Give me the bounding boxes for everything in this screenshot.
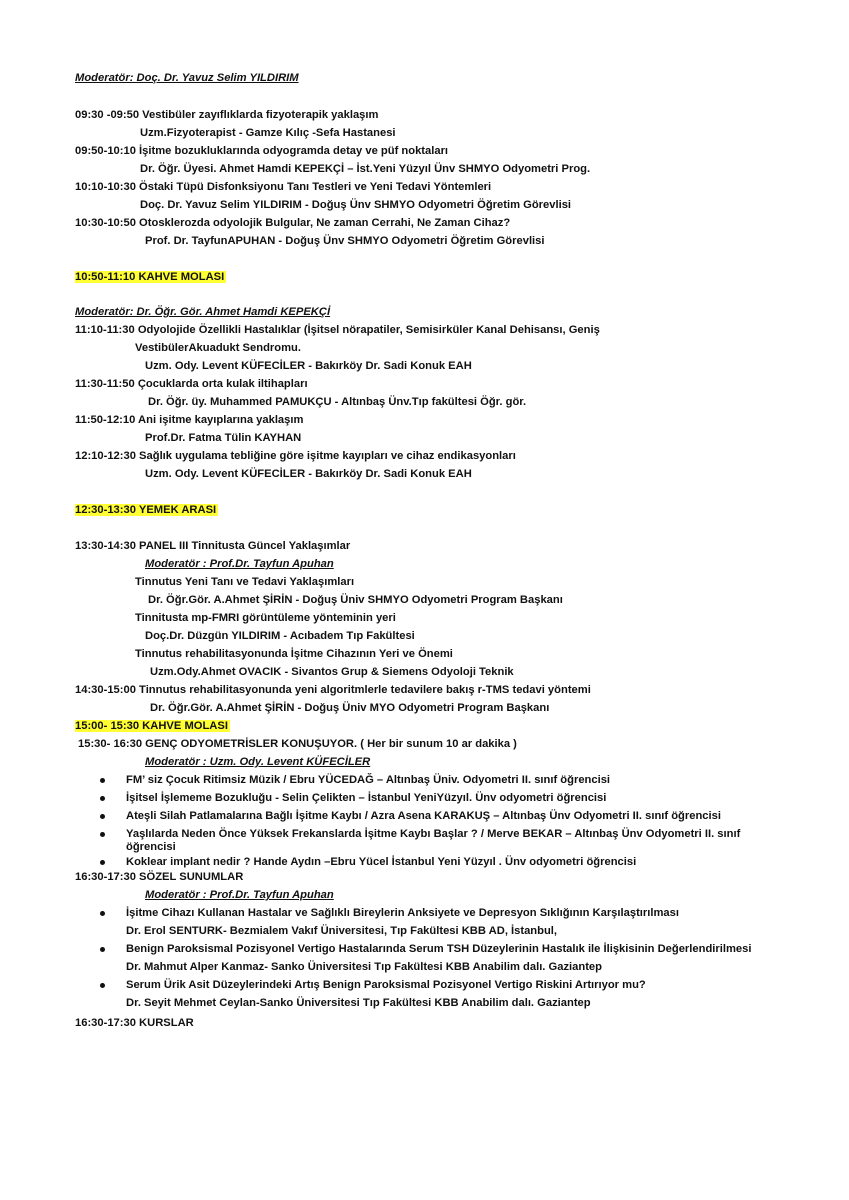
list-item: İşitme Cihazı Kullanan Hastalar ve Sağlıklı Bireylerin Anksiyete ve Depresyon Sıklığının Karşılaştırılması <box>126 907 679 919</box>
speaker: Dr. Erol SENTURK- Bezmialem Vakıf Üniversitesi, Tıp Fakültesi KBB AD, İstanbul, <box>126 925 558 937</box>
program-item: 09:50-10:10 İşitme bozukluklarında odyogramda detay ve püf noktaları <box>75 145 449 157</box>
list-item: İşitsel İşlememe Bozukluğu - Selin Çelikten – İstanbul YeniYüzyıl. Ünv odyometri öğrencisi <box>126 792 607 804</box>
bullet-icon <box>100 778 105 783</box>
list-item: Yaşlılarda Neden Önce Yüksek Frekanslarda İşitme Kaybı Başlar ? / Merve BEKAR – Altınbaş Ünv Odyometri II. sınıf <box>126 828 741 840</box>
program-item: 11:50-12:10 Ani işitme kayıplarına yaklaşım <box>75 414 304 426</box>
speaker: Uzm.Ody.Ahmet OVACIK - Sivantos Grup & Siemens Odyoloji Teknik <box>150 666 514 678</box>
speaker: Dr. Öğr.Gör. A.Ahmet ŞİRİN - Doğuş Üniv SHMYO Odyometri Program Başkanı <box>148 594 563 606</box>
moderator-panel: Moderatör : Prof.Dr. Tayfun Apuhan <box>145 558 334 570</box>
panel-title: 13:30-14:30 PANEL III Tinnitusta Güncel Yaklaşımlar <box>75 540 351 552</box>
list-item-continued: öğrencisi <box>126 841 176 853</box>
courses-title: 16:30-17:30 KURSLAR <box>75 1017 194 1029</box>
young-session-title: 15:30- 16:30 GENÇ ODYOMETRİSLER KONUŞUYOR. ( Her bir sunum 10 ar dakika ) <box>78 738 517 750</box>
panel-topic: Tinnutus Yeni Tanı ve Tedavi Yaklaşımları <box>135 576 355 588</box>
coffee-break-1 <box>75 270 226 285</box>
program-item: 11:10-11:30 Odyolojide Özellikli Hastalıklar (İşitsel nörapatiler, Semisirküler Kanal Dehisansı, Geniş <box>75 324 600 336</box>
moderator-young-session: Moderatör : Uzm. Ody. Levent KÜFECİLER <box>145 756 371 768</box>
speaker: Dr. Öğr. Üyesi. Ahmet Hamdi KEPEKÇİ – İst.Yeni Yüzyıl Ünv SHMYO Odyometri Prog. <box>140 163 591 175</box>
panel-topic: Tinnutus rehabilitasyonunda İşitme Cihazının Yeri ve Önemi <box>135 648 453 660</box>
bullet-icon <box>100 814 105 819</box>
list-item: Ateşli Silah Patlamalarına Bağlı İşitme Kaybı / Azra Asena KARAKUŞ – Altınbaş Ünv Odyometri II. sınıf öğrencisi <box>126 810 721 822</box>
speaker: Dr. Öğr. üy. Muhammed PAMUKÇU - Altınbaş Ünv.Tıp fakültesi Öğr. gör. <box>148 396 527 408</box>
coffee-break-2 <box>75 719 230 734</box>
program-item: 11:30-11:50 Çocuklarda orta kulak iltihapları <box>75 378 308 390</box>
bullet-icon <box>100 911 105 916</box>
break-label: 15:00- 15:30 KAHVE MOLASI <box>75 720 228 732</box>
program-item-continued: VestibülerAkuadukt Sendromu. <box>135 342 301 354</box>
speaker: Dr. Mahmut Alper Kanmaz- Sanko Üniversitesi Tıp Fakültesi KBB Anabilim dalı. Gaziantep <box>126 961 602 973</box>
bullet-icon <box>100 983 105 988</box>
moderator-session-2: Moderatör: Dr. Öğr. Gör. Ahmet Hamdi KEPEKÇİ <box>75 306 331 318</box>
list-item: Koklear implant nedir ? Hande Aydın –Ebru Yücel İstanbul Yeni Yüzyıl . Ünv odyometri öğrencisi <box>126 856 637 868</box>
speaker: Dr. Seyit Mehmet Ceylan-Sanko Üniversitesi Tıp Fakültesi KBB Anabilim dalı. Gaziantep <box>126 997 591 1009</box>
list-item: Serum Ürik Asit Düzeylerindeki Artış Benign Paroksismal Pozisyonel Vertigo Riskini Artırıyor mu? <box>126 979 646 991</box>
speaker: Uzm.Fizyoterapist - Gamze Kılıç -Sefa Hastanesi <box>140 127 396 139</box>
lunch-break <box>75 503 218 518</box>
break-label: 10:50-11:10 KAHVE MOLASI <box>75 271 225 283</box>
program-item: 14:30-15:00 Tinnutus rehabilitasyonunda yeni algoritmlerle tedavilere bakış r-TMS tedavi yöntemi <box>75 684 591 696</box>
break-label: 12:30-13:30 YEMEK ARASI <box>75 504 217 516</box>
program-item: 10:10-10:30 Östaki Tüpü Disfonksiyonu Tanı Testleri ve Yeni Tedavi Yöntemleri <box>75 181 492 193</box>
list-item: FM’ siz Çocuk Ritimsiz Müzik / Ebru YÜCEDAĞ – Altınbaş Üniv. Odyometri II. sınıf öğrencisi <box>126 774 611 786</box>
speaker: Uzm. Ody. Levent KÜFECİLER - Bakırköy Dr. Sadi Konuk EAH <box>145 468 472 480</box>
bullet-icon <box>100 947 105 952</box>
bullet-icon <box>100 832 105 837</box>
speaker: Doç. Dr. Yavuz Selim YILDIRIM - Doğuş Ünv SHMYO Odyometri Öğretim Görevlisi <box>140 199 572 211</box>
program-item: 09:30 -09:50 Vestibüler zayıflıklarda fizyoterapik yaklaşım <box>75 109 379 121</box>
program-item: 10:30-10:50 Otosklerozda odyolojik Bulgular, Ne zaman Cerrahi, Ne Zaman Cihaz? <box>75 217 511 229</box>
program-item: 12:10-12:30 Sağlık uygulama tebliğine göre işitme kayıpları ve cihaz endikasyonları <box>75 450 516 462</box>
bullet-icon <box>100 796 105 801</box>
speaker: Uzm. Ody. Levent KÜFECİLER - Bakırköy Dr. Sadi Konuk EAH <box>145 360 472 372</box>
list-item: Benign Paroksismal Pozisyonel Vertigo Hastalarında Serum TSH Düzeylerinin Hastalık ile İlişkisinin Değerlendirilmesi <box>126 943 752 955</box>
bullet-icon <box>100 860 105 865</box>
panel-topic: Tinnitusta mp-FMRI görüntüleme yönteminin yeri <box>135 612 396 624</box>
moderator-session-1: Moderatör: Doç. Dr. Yavuz Selim YILDIRIM <box>75 72 299 84</box>
speaker: Prof. Dr. TayfunAPUHAN - Doğuş Ünv SHMYO Odyometri Öğretim Görevlisi <box>145 235 545 247</box>
oral-session-title: 16:30-17:30 SÖZEL SUNUMLAR <box>75 871 244 883</box>
speaker: Dr. Öğr.Gör. A.Ahmet ŞİRİN - Doğuş Üniv MYO Odyometri Program Başkanı <box>150 702 550 714</box>
moderator-oral-session: Moderatör : Prof.Dr. Tayfun Apuhan <box>145 889 334 901</box>
speaker: Doç.Dr. Düzgün YILDIRIM - Acıbadem Tıp Fakültesi <box>145 630 415 642</box>
speaker: Prof.Dr. Fatma Tülin KAYHAN <box>145 432 302 444</box>
